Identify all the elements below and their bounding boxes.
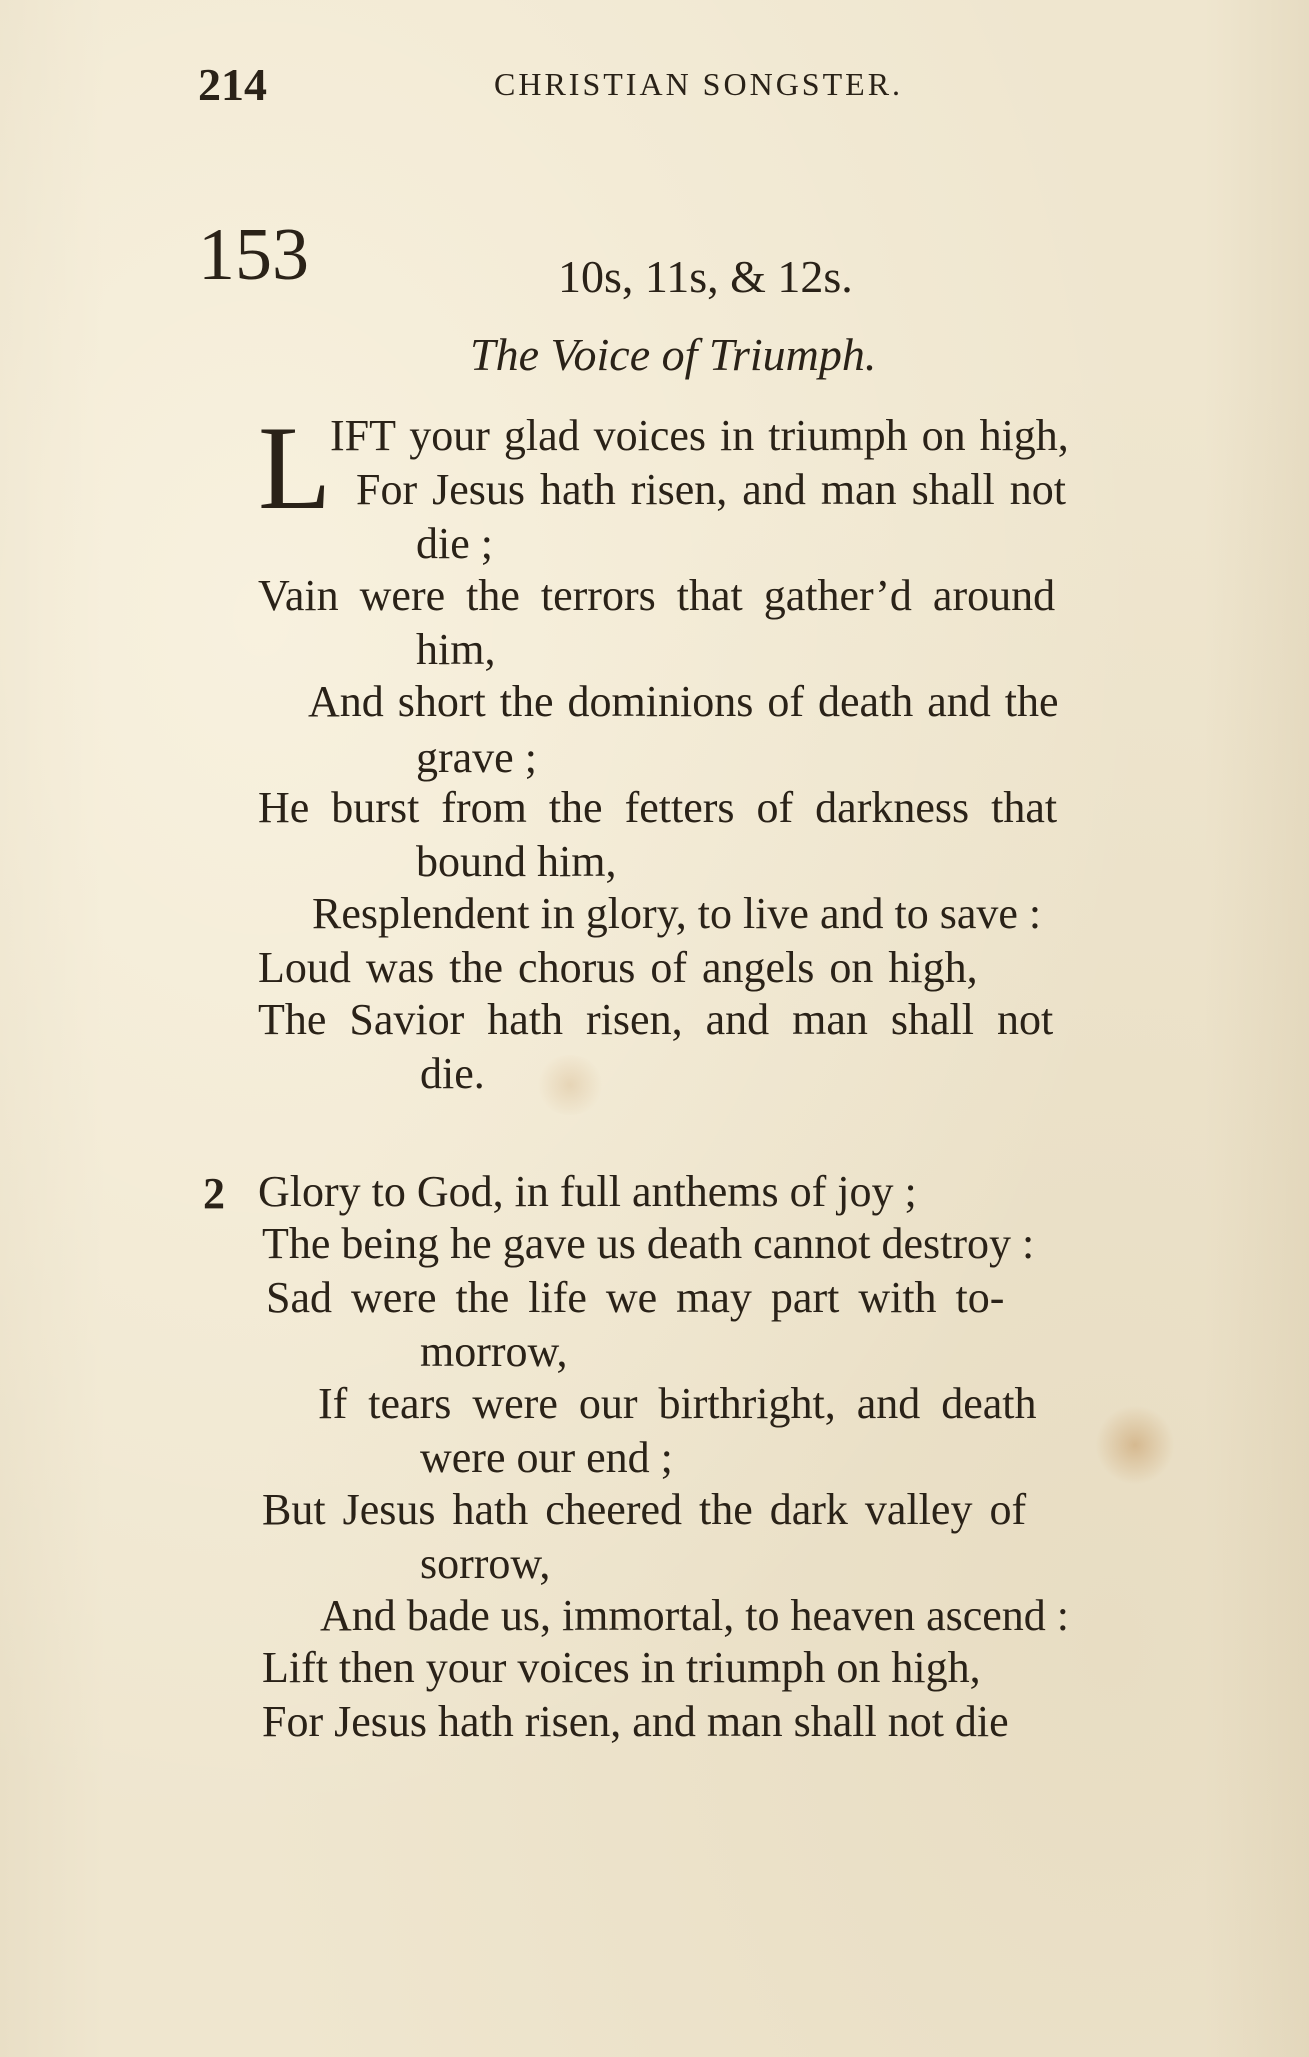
book-title: CHRISTIAN SONGSTER.	[494, 66, 904, 102]
verse-line: The Savior hath risen, and man shall not	[258, 995, 1054, 1044]
running-head	[198, 58, 1008, 108]
verse-line: sorrow,	[420, 1539, 551, 1588]
verse-line: die ;	[416, 519, 493, 568]
verse-line: were our end ;	[420, 1433, 673, 1482]
verse-line: For Jesus hath risen, and man shall not die	[262, 1697, 1009, 1746]
verse-line: If tears were our birthright, and death	[318, 1379, 1037, 1428]
drop-cap: L	[258, 401, 332, 534]
verse-line: The being he gave us death cannot destroy :	[262, 1219, 1035, 1268]
verse-line: And bade us, immortal, to heaven ascend :	[320, 1591, 1070, 1640]
verse-line: Glory to God, in full anthems of joy ;	[258, 1167, 917, 1216]
paper-stain	[1095, 1405, 1175, 1485]
hymn-meter: 10s, 11s, & 12s.	[558, 251, 853, 302]
verse-line: die.	[420, 1049, 485, 1098]
verse-line: Loud was the chorus of angels on high,	[258, 943, 978, 992]
verse-line: Vain were the terrors that gather’d around	[258, 571, 1056, 620]
hymn-title: The Voice of Triumph.	[470, 329, 877, 380]
verse-line: But Jesus hath cheered the dark valley of	[262, 1485, 1027, 1534]
verse-line: For Jesus hath risen, and man shall not	[356, 465, 1066, 514]
hymn-number: 153	[198, 214, 309, 296]
verse-line: Lift then your voices in triumph on high,	[262, 1643, 981, 1692]
paper-stain	[535, 1055, 605, 1115]
verse-line: morrow,	[420, 1327, 568, 1376]
verse-line: He burst from the fetters of darkness that	[258, 783, 1058, 832]
verse-line: Resplendent in glory, to live and to save :	[312, 889, 1042, 938]
verse-line: Sad were the life we may part with to-	[266, 1273, 1005, 1322]
verse-line: And short the dominions of death and the	[308, 677, 1059, 726]
verse-line: him,	[416, 625, 496, 674]
verse-line: IFT your glad voices in triumph on high,	[330, 411, 1069, 460]
stanza-number: 2	[203, 1169, 225, 1218]
verse-line: grave ;	[416, 733, 537, 782]
page-number: 214	[198, 59, 267, 110]
verse-line: bound him,	[416, 837, 617, 886]
